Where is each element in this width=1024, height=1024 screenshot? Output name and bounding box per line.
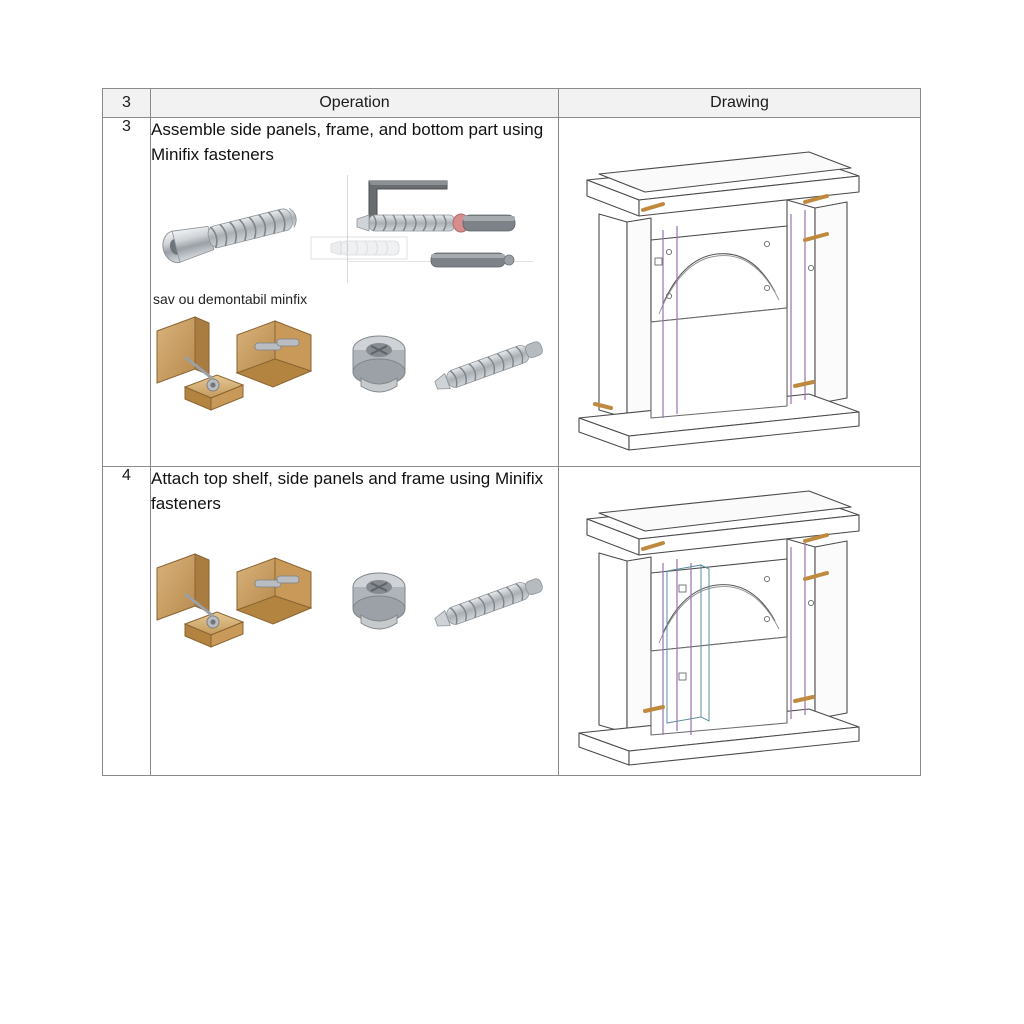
- operation-note: sav ou demontabil minfix: [153, 291, 308, 308]
- step-number-cell: 4: [103, 467, 151, 776]
- drawing-cell-step4: [559, 467, 921, 776]
- wood-panel-joint-icon: [151, 550, 331, 655]
- fireplace-surround-exploded-view-step3: [559, 118, 919, 466]
- header-step-number: 3: [103, 89, 151, 118]
- fireplace-surround-exploded-view-step4: [559, 467, 919, 775]
- fastener-illustrations-step3: [151, 175, 558, 285]
- operation-text: Attach top shelf, side panels and frame using Minifix fasteners: [151, 469, 544, 513]
- header-operation: Operation: [151, 89, 559, 118]
- operation-cell-step4: [151, 467, 559, 776]
- minifix-cam-icon: [341, 326, 417, 406]
- drawing-cell-step3: [559, 118, 921, 467]
- table-header-row: [103, 89, 921, 118]
- minifix-dowel-icon: [427, 326, 557, 406]
- table-row: [103, 118, 921, 467]
- minifix-bolt-icon: [427, 247, 547, 273]
- wood-panel-joint-icon: [151, 313, 331, 418]
- operation-cell-step3: [151, 118, 559, 467]
- operation-text: Assemble side panels, frame, and bottom part using Minifix fasteners: [151, 120, 544, 164]
- minifix-parts-row-step3: [151, 313, 558, 418]
- minifix-dowel-icon: [427, 563, 557, 643]
- step-number-cell: 3: [103, 118, 151, 467]
- minifix-parts-row-step4: [151, 550, 558, 655]
- minifix-cam-icon: [341, 563, 417, 643]
- header-drawing: Drawing: [559, 89, 921, 118]
- assembly-steps-table: [102, 88, 921, 776]
- table-row: [103, 467, 921, 776]
